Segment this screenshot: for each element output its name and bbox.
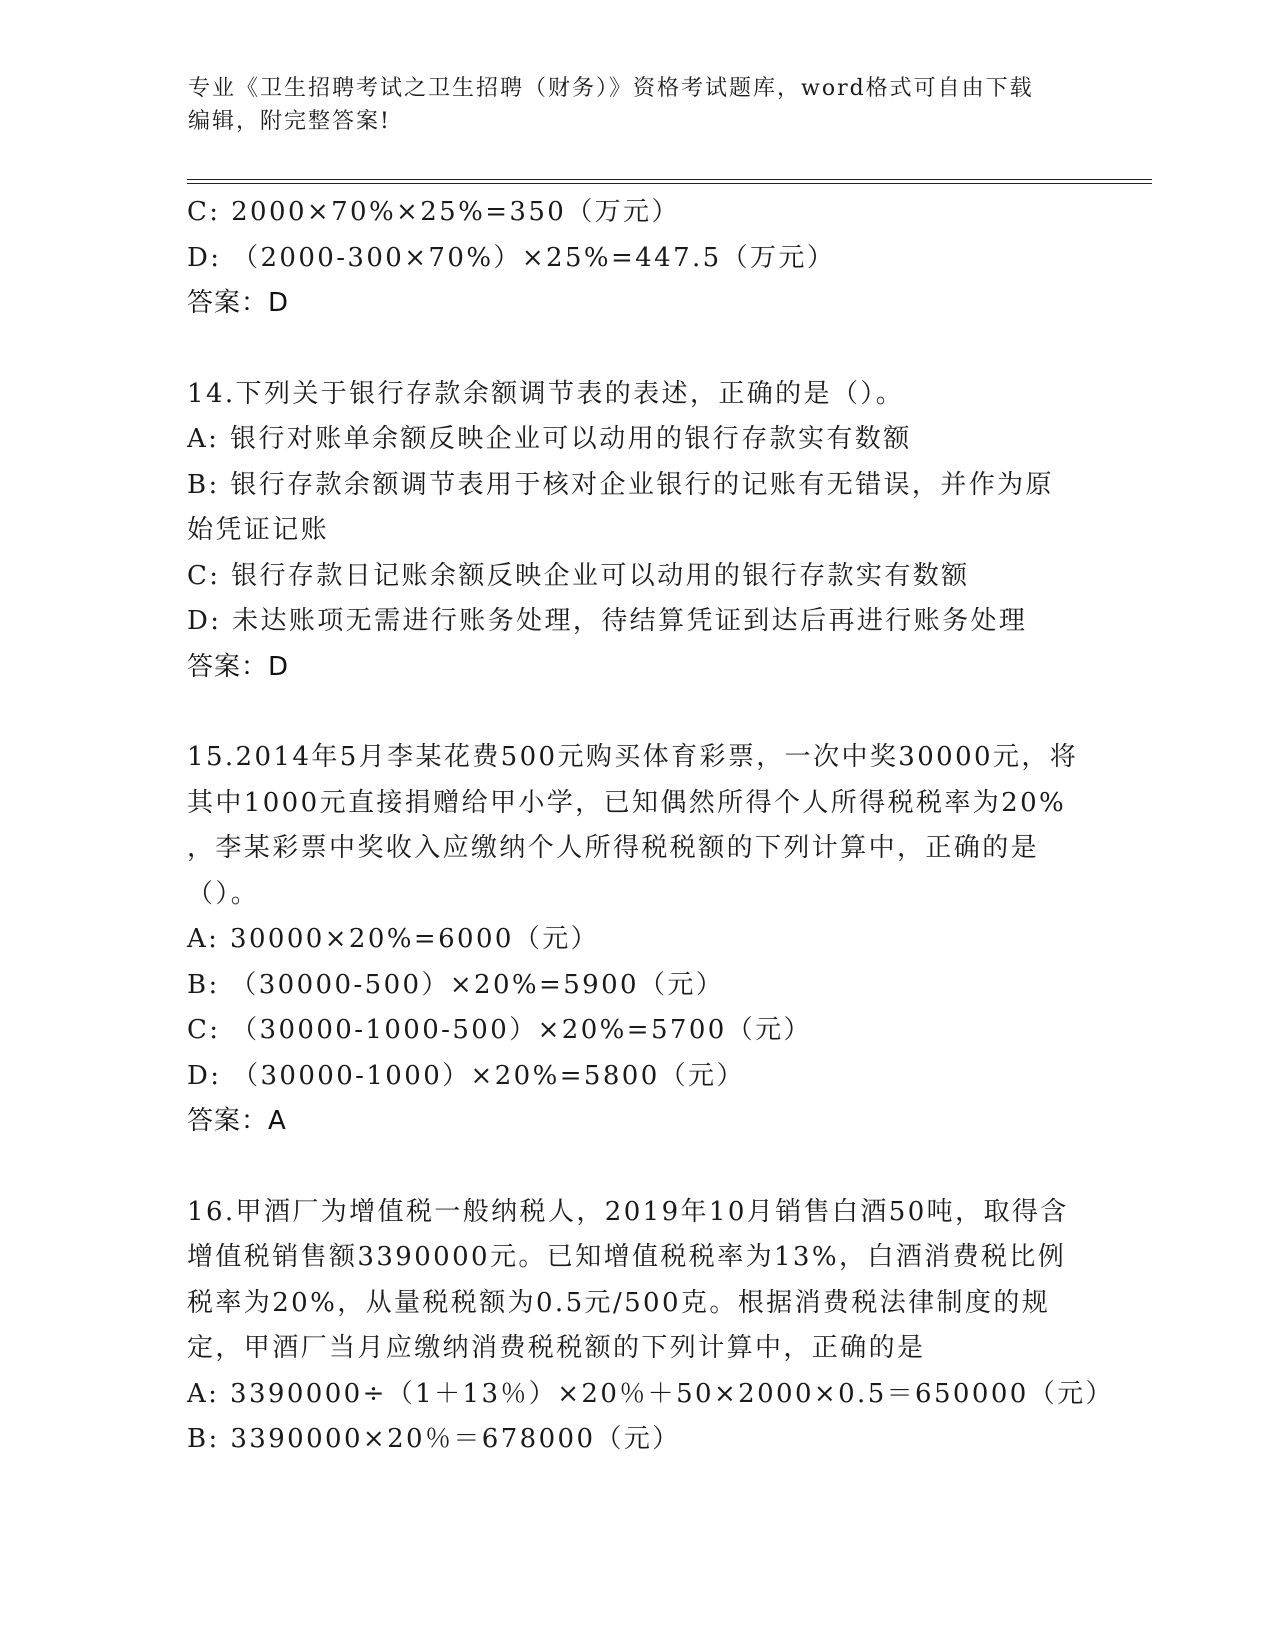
option-c: C: 2000×70%×25%=350（万元）: [187, 197, 680, 227]
header-divider-bottom: [187, 183, 1152, 184]
option-d: D: 未达账项无需进行账务处理，待结算凭证到达后再进行账务处理: [187, 606, 1028, 636]
spacer: [187, 1145, 1087, 1190]
answer-line: 答案：A: [187, 1106, 287, 1136]
question-16: [187, 1190, 1114, 1463]
option-c: C: 银行存款日记账余额反映企业可以动用的银行存款实有数额: [187, 560, 970, 591]
document-header: [188, 72, 1088, 138]
document-body: [187, 190, 1114, 1463]
question-text: 14.下列关于银行存款余额调节表的表述，正确的是（）。: [187, 378, 905, 409]
spacer: [187, 690, 1087, 735]
question-text: 增值税销售额3390000元。已知增值税税率为13%，白酒消费税比例: [187, 1242, 1067, 1272]
question-text: ，李某彩票中奖收入应缴纳个人所得税税额的下列计算中，正确的是: [187, 833, 1040, 863]
option-b: B: （30000-500）×20%=5900（元）: [187, 969, 725, 1000]
option-d: D: （30000-1000）×20%=5800（元）: [187, 1060, 745, 1091]
option-a: A: 30000×20%=6000（元）: [187, 924, 600, 954]
option-b: B: 3390000×20％＝678000（元）: [187, 1424, 681, 1454]
option-a: A: 3390000÷（1＋13％）×20％＋50×2000×0.5＝650000（元）: [187, 1378, 1114, 1409]
question-text: 15.2014年5月李某花费500元购买体育彩票，一次中奖30000元，将: [187, 742, 1079, 772]
header-divider-top: [187, 179, 1152, 180]
option-c: C: （30000-1000-500）×20%=5700（元）: [187, 1015, 812, 1045]
spacer: [187, 327, 1087, 372]
question-14: [187, 372, 1087, 691]
question-15: [187, 735, 1087, 1145]
option-a: A: 银行对账单余额反映企业可以动用的银行存款实有数额: [187, 424, 912, 454]
option-b: B: 银行存款余额调节表用于核对企业银行的记账有无错误，并作为原: [187, 469, 1054, 500]
question-13-continuation: [187, 190, 1087, 327]
header-line-1: 专业《卫生招聘考试之卫生招聘（财务）》资格考试题库，word格式可自由下载: [188, 76, 1034, 101]
question-text: 16.甲酒厂为增值税一般纳税人，2019年10月销售白酒50吨，取得含: [187, 1196, 1069, 1227]
question-text: （）。: [187, 878, 260, 909]
question-text: 其中1000元直接捐赠给甲小学，已知偶然所得个人所得税税率为20%: [187, 787, 1067, 818]
option-b-continued: 始凭证记账: [187, 515, 330, 545]
question-text: 定，甲酒厂当月应缴纳消费税税额的下列计算中，正确的是: [187, 1333, 926, 1363]
answer-line: 答案：D: [187, 288, 290, 318]
question-text: 税率为20%，从量税税额为0.5元/500克。根据消费税法律制度的规: [187, 1287, 1051, 1318]
answer-line: 答案：D: [187, 651, 290, 682]
header-line-2: 编辑，附完整答案!: [188, 109, 391, 134]
option-d: D: （2000-300×70%）×25%=447.5（万元）: [187, 242, 836, 273]
